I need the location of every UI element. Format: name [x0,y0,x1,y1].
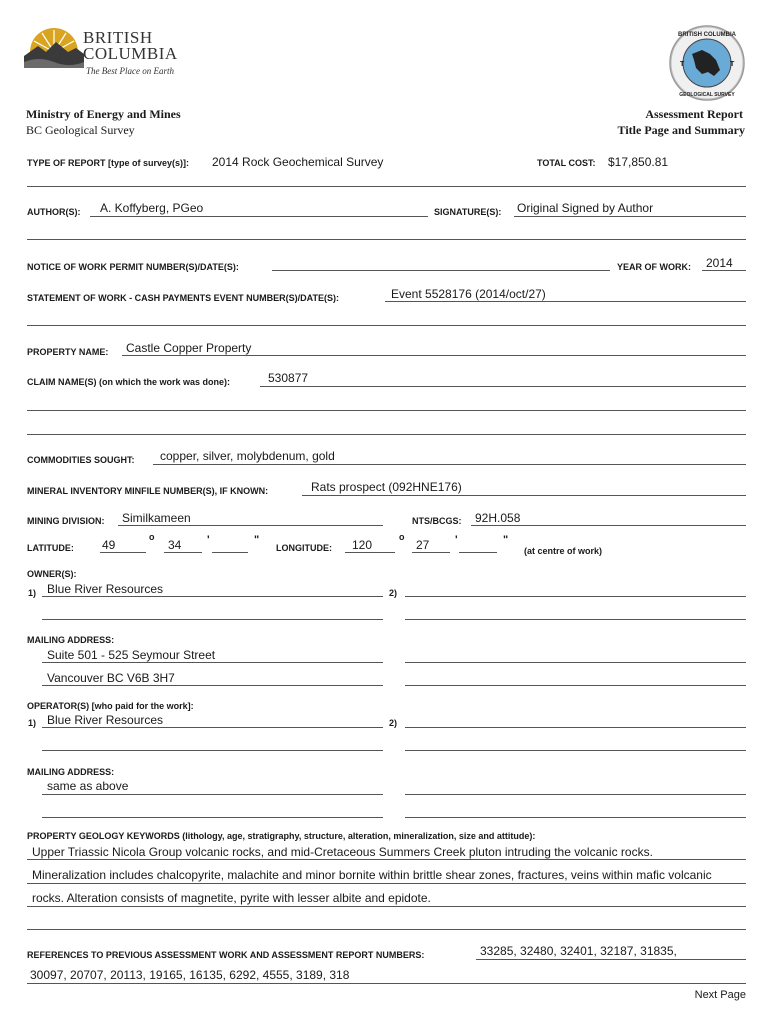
authors-field[interactable]: A. Koffyberg, PGeo [100,201,204,215]
statement-of-work-field[interactable]: Event 5528176 (2014/oct/27) [391,287,546,301]
total-cost-field[interactable]: $17,850.81 [608,155,669,169]
second-symbol: " [503,534,509,546]
second-symbol: " [254,534,260,546]
nts-field[interactable]: 92H.058 [475,511,521,525]
operator-1-underline [42,727,383,728]
owner-2-field[interactable] [405,596,746,597]
geological-survey-seal [668,24,746,102]
mailing-address-line1[interactable]: Suite 501 - 525 Seymour Street [47,648,216,662]
statement-of-work-label: STATEMENT OF WORK - CASH PAYMENTS EVENT NUMBER(S)/DATE(S): [27,293,339,303]
latitude-minutes-underline [164,552,202,553]
geology-line1[interactable]: Upper Triassic Nicola Group volcanic rocks, and mid-Cretaceous Summers Creek pluton intruding the volcanic rocks. [32,845,653,859]
references-line1[interactable]: 33285, 32480, 32401, 32187, 31835, [480,944,677,958]
year-of-work-label: YEAR OF WORK: [617,262,691,272]
seal-text-bottom: GEOLOGICAL SURVEY [679,92,735,98]
logo-line1: BRITISH [83,28,153,47]
statement-underline [385,301,746,302]
longitude-seconds-underline [459,552,497,553]
claim-name-field[interactable]: 530877 [268,371,309,385]
geology-line2[interactable]: Mineralization includes chalcopyrite, malachite and minor bornite within brittle shear zones, fractures, veins within mafic volcanic [32,868,712,882]
type-of-report-field[interactable]: 2014 Rock Geochemical Survey [212,155,384,169]
mailing-2-line1[interactable] [405,662,746,663]
geology-keywords-label: PROPERTY GEOLOGY KEYWORDS (lithology, age, stratigraphy, structure, alteration, mineralization, size and attitude): [27,831,536,841]
survey-name: BC Geological Survey [26,123,135,137]
minfile-label: MINERAL INVENTORY MINFILE NUMBER(S), IF KNOWN: [27,486,269,496]
mailing-2-line2[interactable] [405,685,746,686]
divider [27,325,746,326]
divider [27,186,746,187]
geology-line3[interactable]: rocks. Alteration consists of magnetite, pyrite with lesser albite and epidote. [32,891,431,905]
owner-1-underline [42,596,383,597]
divider [27,239,746,240]
operator-mailing-2-line1[interactable] [405,794,746,795]
geology-line3-underline [27,906,746,907]
latitude-label: LATITUDE: [27,543,74,553]
property-underline [122,355,746,356]
geology-line1-underline [27,859,746,860]
operator-2-number: 2) [389,718,398,728]
degree-symbol: o [149,532,155,542]
type-of-report-label: TYPE OF REPORT [type of survey(s)]: [27,158,190,168]
centre-of-work-note: (at centre of work) [524,546,603,556]
mailing-line2-underline [42,685,383,686]
owner-1-field[interactable]: Blue River Resources [47,582,164,596]
references-line2-underline [27,983,746,984]
report-title-1: Assessment Report [645,107,743,121]
bc-sun-mountain-icon [24,22,84,72]
operator-mailing-line1-underline [42,794,383,795]
property-name-label: PROPERTY NAME: [27,347,109,357]
authors-underline [90,216,428,217]
authors-label: AUTHOR(S): [27,207,81,217]
references-label: REFERENCES TO PREVIOUS ASSESSMENT WORK AND ASSESSMENT REPORT NUMBERS: [27,950,425,960]
mining-division-label: MINING DIVISION: [27,516,105,526]
owner-1-number: 1) [28,588,37,598]
svg-text:T: T [730,61,735,68]
latitude-degrees-underline [100,552,146,553]
minute-symbol: ' [207,534,210,546]
claim-underline [260,386,746,387]
year-underline [702,270,746,271]
operator-mailing-line2[interactable] [42,817,383,818]
operator-mailing-line1[interactable]: same as above [47,779,129,793]
svg-text:T: T [680,61,685,68]
next-page-link[interactable]: Next Page [694,989,746,1001]
year-of-work-field[interactable]: 2014 [706,256,733,270]
mailing-line1-underline [42,662,383,663]
operators-label: OPERATOR(S) [who paid for the work]: [27,701,194,711]
total-cost-label: TOTAL COST: [537,158,596,168]
longitude-minutes-underline [412,552,450,553]
operator-1-field[interactable]: Blue River Resources [47,713,164,727]
signatures-label: SIGNATURE(S): [434,207,502,217]
nts-label: NTS/BCGS: [412,516,462,526]
owner-2-number: 2) [389,588,398,598]
mailing-address-label: MAILING ADDRESS: [27,635,115,645]
longitude-degrees-field[interactable]: 120 [352,538,373,552]
notice-of-work-label: NOTICE OF WORK PERMIT NUMBER(S)/DATE(S): [27,262,239,272]
notice-of-work-field[interactable] [272,270,610,271]
divider [27,434,746,435]
operator-1-number: 1) [28,718,37,728]
commodities-field[interactable]: copper, silver, molybdenum, gold [160,449,335,463]
owners-label: OWNER(S): [27,569,77,579]
seal-text-top: BRITISH COLUMBIA [678,32,736,38]
operator-2-field[interactable] [405,727,746,728]
commodities-underline [153,464,746,465]
operator-2-extra-line [405,750,746,751]
divider [27,929,746,930]
divider [27,410,746,411]
owner-2-extra-line [405,619,746,620]
longitude-label: LONGITUDE: [276,543,332,553]
seal-icon [668,24,746,102]
minute-symbol: ' [455,534,458,546]
mailing-address-line2[interactable]: Vancouver BC V6B 3H7 [47,671,175,685]
longitude-degrees-underline [345,552,395,553]
minfile-underline [302,495,746,496]
latitude-seconds-underline [212,552,248,553]
latitude-minutes-field[interactable]: 34 [168,538,182,552]
property-name-field[interactable]: Castle Copper Property [126,341,252,355]
references-line1-underline [476,959,746,960]
report-title-2: Title Page and Summary [617,123,745,137]
owner-1-extra-line [42,619,383,620]
commodities-label: COMMODITIES SOUGHT: [27,455,135,465]
ministry-name: Ministry of Energy and Mines [26,107,181,121]
operator-1-extra-line [42,750,383,751]
geology-line2-underline [27,883,746,884]
nts-underline [471,525,746,526]
logo-tagline: The Best Place on Earth [86,66,174,76]
operator-mailing-address-label: MAILING ADDRESS: [27,767,115,777]
signatures-field[interactable]: Original Signed by Author [517,201,654,215]
signatures-underline [514,216,746,217]
claim-name-label: CLAIM NAME(S) (on which the work was done): [27,377,230,387]
mining-division-field[interactable]: Similkameen [122,511,191,525]
references-line2[interactable]: 30097, 20707, 20113, 19165, 16135, 6292, 4555, 3189, 318 [30,968,350,982]
logo-line2: COLUMBIA [83,44,178,63]
degree-symbol: o [399,532,405,542]
mining-division-underline [118,525,383,526]
operator-mailing-2-line2[interactable] [405,817,746,818]
latitude-degrees-field[interactable]: 49 [102,538,116,552]
longitude-minutes-field[interactable]: 27 [416,538,430,552]
minfile-field[interactable]: Rats prospect (092HNE176) [311,480,462,494]
